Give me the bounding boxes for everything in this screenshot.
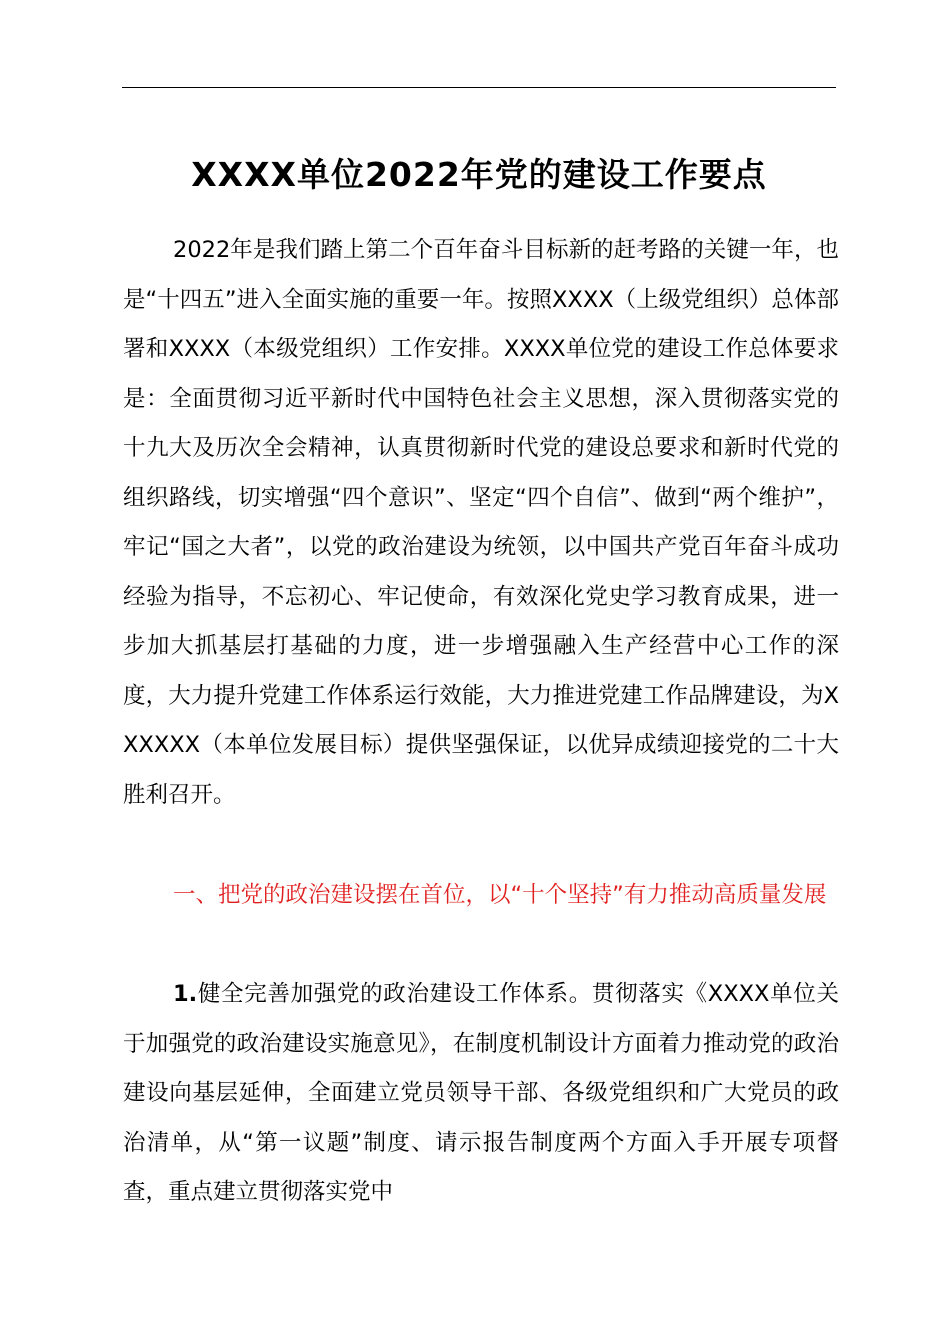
intro-paragraph: 2022年是我们踏上第二个百年奋斗目标新的赶考路的关键一年，也是“十四五”进入全面实施的重要一年。按照XXXX（上级党组织）总体部署和XXXX（本级党组织）工作安排。XXXX单位党的建设工作总体要求是：全面贯彻习近平新时代中国特色社会主义思想，深入贯彻落实党的十九大及历次全会精神，认真贯彻新时代党的建设总要求和新时代党的组织路线，切实增强“四个意识”、坚定“四个自信”、做到“两个维护”，牢记“国之大者”，以党的政治建设为统领，以中国共产党百年奋斗成功经验为指导，不忘初心、牢记使命，有效深化党史学习教育成果，进一步加大抓基层打基础的力度，进一步增强融入生产经营中心工作的深度，大力提升党建工作体系运行效能，大力推进党建工作品牌建设，为XXXXXX（本单位发展目标）提供坚强保证，以优异成绩迎接党的二十大胜利召开。 bbox=[123, 237, 839, 808]
document-title: XXXX单位2022年党的建设工作要点 bbox=[191, 155, 767, 194]
item-number: 1. bbox=[173, 981, 198, 1007]
item-text: 健全完善加强党的政治建设工作体系。贯彻落实《XXXX单位关于加强党的政治建设实施意见》，在制度机制设计方面着力推动党的政治建设向基层延伸，全面建立党员领导干部、各级党组织和广大党员的政治清单，从“第一议题”制度、请示报告制度两个方面入手开展专项督查，重点建立贯彻落实党中 bbox=[123, 981, 839, 1205]
item-paragraph-1 bbox=[123, 970, 839, 1218]
header-divider bbox=[122, 87, 836, 88]
section-heading: 一、把党的政治建设摆在首位，以“十个坚持”有力推动高质量发展 bbox=[173, 882, 827, 908]
